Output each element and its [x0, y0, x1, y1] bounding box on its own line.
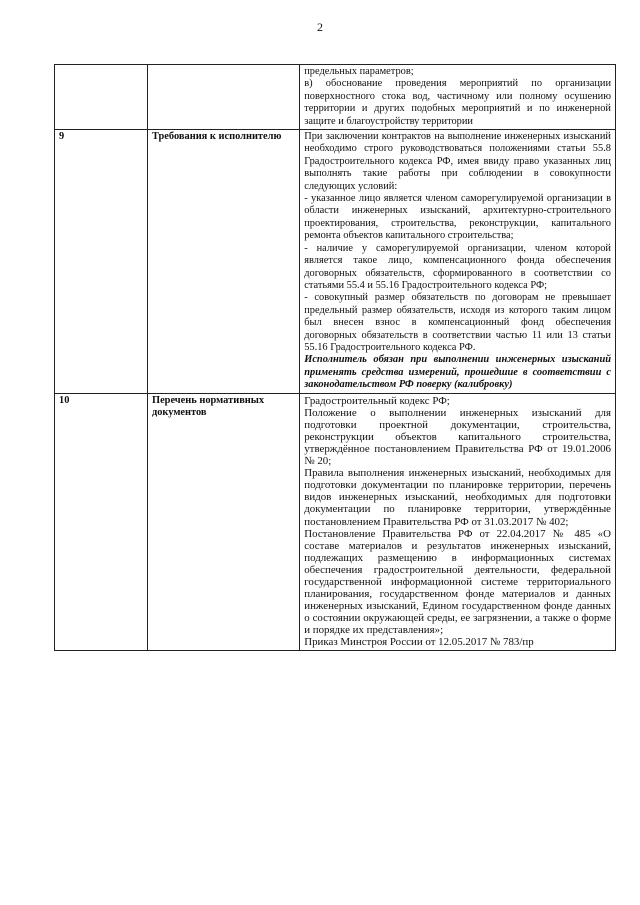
row-content	[300, 65, 616, 130]
paragraph: При заключении контрактов на выполнение инженерных изысканий необходимо строго руководствоваться положениями статьи 55.8 Градостроительного кодекса РФ, имея ввиду право указанных лиц выполнять такие работы при соблюдении в совокупности следующих условий:	[304, 131, 611, 192]
paragraph: - наличие у саморегулируемой организации, членом которой является такое лицо, компенсационного фонда обеспечения договорных обязательств, сформированного в соответствии со статьями 55.4 и 55.16 Градостроительного кодекса РФ;	[304, 242, 611, 291]
row-number	[55, 65, 148, 130]
table-row	[55, 65, 616, 130]
row-content	[300, 130, 616, 394]
paragraph: Постановление Правительства РФ от 22.04.2017 № 485 «О составе материалов и результатов инженерных изысканий, подлежащих размещению в информационных системах обеспечения градостроительной деятельности, федеральной государственной информационной системе территориального планирования, государственном фонде материалов и данных инженерных изысканий, Едином государственном фонде данных о состоянии окружающей среды, ее загрязнении, а также о форме и порядке их представления»;	[304, 527, 611, 637]
row-content	[300, 393, 616, 650]
paragraph: - совокупный размер обязательств по договорам не превышает предельный размер обязательств, исходя из которого таким лицом был внесен взнос в компенсационный фонд обеспечения договорных обязательств в соответствии частью 11 или 13 статьи 55.16 Градостроительного кодекса РФ.	[304, 292, 611, 353]
paragraph: в) обоснование проведения мероприятий по организации поверхностного стока вод, частичному или полному осушению территории и других подобных мероприятий и по инженерной защите и благоустройству территории	[304, 78, 611, 127]
paragraph: Положение о выполнении инженерных изысканий для подготовки проектной документации, строительства, реконструкции объектов капитального строительства, утверждённое постановлением Правительства РФ от 19.01.2006 № 20;	[304, 406, 611, 468]
row-number: 9	[55, 130, 148, 394]
specification-table	[54, 64, 616, 651]
paragraph: Правила выполнения инженерных изысканий, необходимых для подготовки документации по планировке территории, перечень видов инженерных изысканий, необходимых для подготовки документации по планировке территории, утверждённые постановлением Правительства РФ от 31.03.2017 № 402;	[304, 467, 611, 528]
paragraph: - указанное лицо является членом саморегулируемой организации в области инженерных изысканий, архитектурно-строительного проектирования, строительства, реконструкции, капитального ремонта объектов капитального строительства;	[304, 193, 611, 242]
paragraph: предельных параметров;	[304, 66, 414, 77]
table-row	[55, 393, 616, 650]
row-title: Перечень нормативных документов	[147, 393, 299, 650]
page-number: 2	[317, 20, 323, 34]
row-title	[147, 65, 299, 130]
paragraph: Приказ Минстроя России от 12.05.2017 № 783/пр	[304, 636, 534, 649]
paragraph: Градостроительный кодекс РФ;	[304, 394, 450, 407]
row-title: Требования к исполнителю	[147, 130, 299, 394]
emphasis-paragraph: Исполнитель обязан при выполнении инженерных изысканий применять средства измерений, прошедшие в соответствии с законодательством РФ поверку (калибровку)	[304, 354, 611, 391]
table-row	[55, 130, 616, 394]
row-number: 10	[55, 393, 148, 650]
